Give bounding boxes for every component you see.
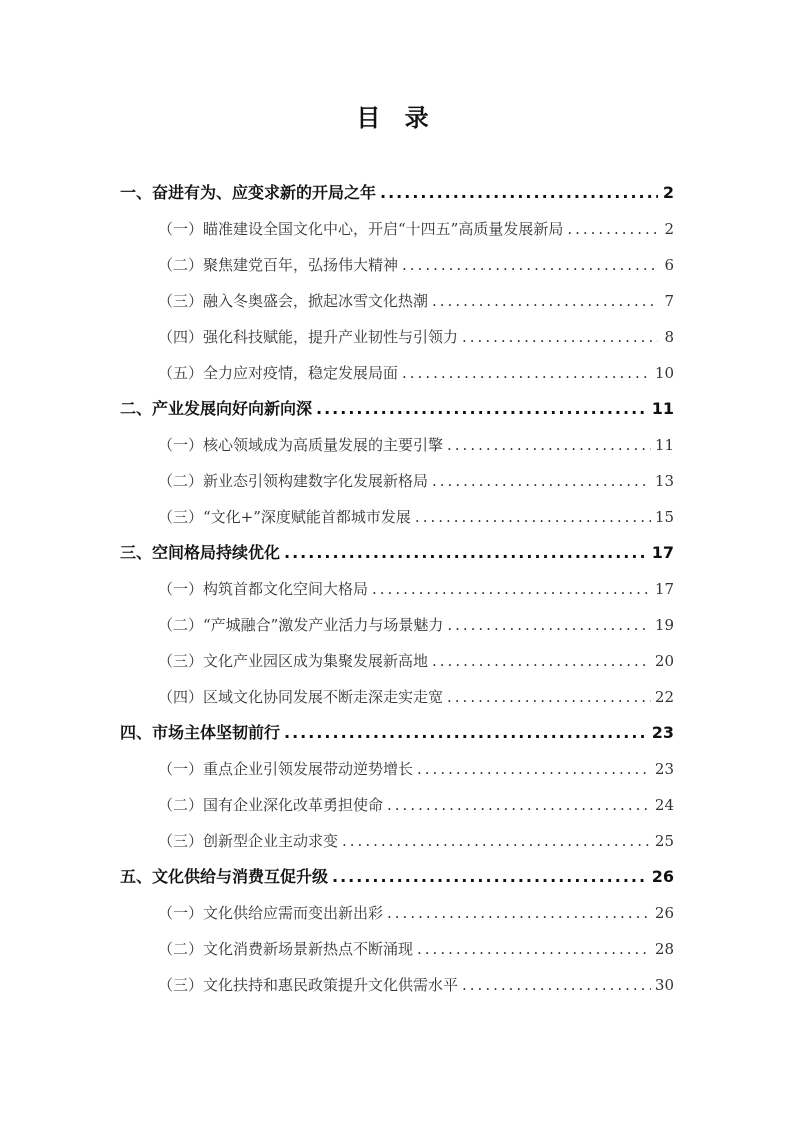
- toc-chapter-entry[interactable]: [120, 715, 674, 751]
- toc-chapter-entry[interactable]: [120, 175, 674, 211]
- toc-entry-label: 二、产业发展向好向新向深: [120, 399, 313, 418]
- toc-leader-dots: [415, 499, 651, 535]
- toc-leader-dots: [284, 535, 648, 571]
- toc-leader-dots: [462, 319, 658, 355]
- toc-entry-label: （二）文化消费新场景新热点不断涌现: [158, 940, 414, 958]
- toc-entry-label: （二）聚焦建党百年，弘扬伟大精神: [158, 256, 399, 274]
- toc-page-number: 25: [654, 832, 674, 850]
- toc-entry-label: （三）创新型企业主动求变: [158, 832, 339, 850]
- toc-page-number: 2: [664, 220, 674, 238]
- toc-page-number: 28: [654, 940, 674, 958]
- toc-section-entry[interactable]: [120, 355, 674, 391]
- toc-leader-dots: [432, 643, 651, 679]
- toc-section-entry[interactable]: [120, 787, 674, 823]
- toc-page-number: 24: [654, 796, 674, 814]
- toc-leader-dots: [342, 823, 651, 859]
- table-of-contents: [120, 175, 674, 1003]
- toc-entry-label: 五、文化供给与消费互促升级: [120, 867, 329, 886]
- toc-chapter-entry[interactable]: [120, 859, 674, 895]
- toc-page-number: 23: [651, 723, 674, 742]
- toc-entry-label: 一、奋进有为、应变求新的开局之年: [120, 183, 377, 202]
- toc-section-entry[interactable]: [120, 823, 674, 859]
- toc-entry-label: （三）“文化+”深度赋能首都城市发展: [158, 508, 411, 526]
- toc-leader-dots: [332, 859, 648, 895]
- toc-entry-label: （二）国有企业深化改革勇担使命: [158, 796, 384, 814]
- toc-section-entry[interactable]: [120, 931, 674, 967]
- toc-page-number: 11: [651, 399, 674, 418]
- toc-section-entry[interactable]: [120, 463, 674, 499]
- toc-leader-dots: [372, 571, 651, 607]
- toc-leader-dots: [447, 607, 651, 643]
- toc-page-number: 20: [654, 652, 674, 670]
- toc-entry-label: （三）融入冬奥盛会，掀起冰雪文化热潮: [158, 292, 429, 310]
- toc-leader-dots: [567, 211, 658, 247]
- toc-section-entry[interactable]: [120, 967, 674, 1003]
- toc-page-number: 19: [654, 616, 674, 634]
- toc-section-entry[interactable]: [120, 283, 674, 319]
- toc-leader-dots: [380, 175, 658, 211]
- toc-section-entry[interactable]: [120, 571, 674, 607]
- toc-entry-label: （一）瞄准建设全国文化中心，开启“十四五”高质量发展新局: [158, 220, 564, 238]
- toc-page-number: 23: [654, 760, 674, 778]
- toc-entry-label: （四）区域文化协同发展不断走深走实走宽: [158, 688, 444, 706]
- toc-page-number: 26: [654, 904, 674, 922]
- toc-chapter-entry[interactable]: [120, 391, 674, 427]
- toc-page-number: 22: [654, 688, 674, 706]
- toc-leader-dots: [447, 679, 651, 715]
- toc-page-number: 6: [664, 256, 674, 274]
- toc-leader-dots: [432, 463, 651, 499]
- toc-page-number: 7: [664, 292, 674, 310]
- toc-leader-dots: [402, 355, 651, 391]
- toc-page-number: 8: [664, 328, 674, 346]
- toc-entry-label: （一）核心领域成为高质量发展的主要引擎: [158, 436, 444, 454]
- toc-page-number: 17: [651, 543, 674, 562]
- toc-entry-label: （一）构筑首都文化空间大格局: [158, 580, 369, 598]
- toc-section-entry[interactable]: [120, 211, 674, 247]
- toc-leader-dots: [417, 751, 651, 787]
- toc-section-entry[interactable]: [120, 751, 674, 787]
- toc-chapter-entry[interactable]: [120, 535, 674, 571]
- toc-page-number: 17: [654, 580, 674, 598]
- toc-leader-dots: [417, 931, 651, 967]
- toc-section-entry[interactable]: [120, 247, 674, 283]
- toc-leader-dots: [387, 787, 651, 823]
- toc-entry-label: 四、市场主体坚韧前行: [120, 723, 281, 742]
- toc-entry-label: 三、空间格局持续优化: [120, 543, 281, 562]
- toc-page-number: 10: [654, 364, 674, 382]
- toc-leader-dots: [432, 283, 658, 319]
- toc-section-entry[interactable]: [120, 427, 674, 463]
- toc-entry-label: （五）全力应对疫情，稳定发展局面: [158, 364, 399, 382]
- toc-section-entry[interactable]: [120, 895, 674, 931]
- toc-section-entry[interactable]: [120, 679, 674, 715]
- toc-entry-label: （三）文化产业园区成为集聚发展新高地: [158, 652, 429, 670]
- toc-leader-dots: [402, 247, 658, 283]
- toc-page-number: 15: [654, 508, 674, 526]
- toc-leader-dots: [284, 715, 648, 751]
- toc-page-number: 2: [662, 183, 674, 202]
- toc-entry-label: （三）文化扶持和惠民政策提升文化供需水平: [158, 976, 459, 994]
- toc-entry-label: （四）强化科技赋能，提升产业韧性与引领力: [158, 328, 459, 346]
- toc-section-entry[interactable]: [120, 607, 674, 643]
- toc-page-number: 11: [654, 436, 674, 454]
- toc-section-entry[interactable]: [120, 643, 674, 679]
- toc-leader-dots: [316, 391, 648, 427]
- toc-page-number: 30: [654, 976, 674, 994]
- toc-section-entry[interactable]: [120, 319, 674, 355]
- toc-leader-dots: [447, 427, 651, 463]
- toc-section-entry[interactable]: [120, 499, 674, 535]
- toc-entry-label: （二）新业态引领构建数字化发展新格局: [158, 472, 429, 490]
- toc-page-number: 26: [651, 867, 674, 886]
- toc-leader-dots: [387, 895, 651, 931]
- toc-entry-label: （二）“产城融合”激发产业活力与场景魅力: [158, 616, 444, 634]
- toc-entry-label: （一）重点企业引领发展带动逆势增长: [158, 760, 414, 778]
- page-title: 目 录: [356, 104, 437, 132]
- toc-page-number: 13: [654, 472, 674, 490]
- toc-entry-label: （一）文化供给应需而变出新出彩: [158, 904, 384, 922]
- toc-leader-dots: [462, 967, 651, 1003]
